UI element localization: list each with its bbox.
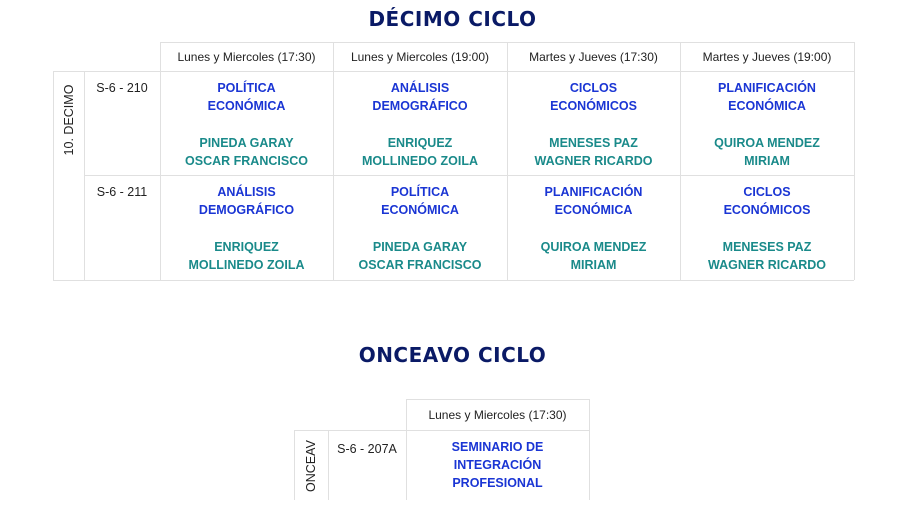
teacher-name: MENESES PAZ WAGNER RICARDO xyxy=(534,136,653,168)
grid-line xyxy=(294,430,295,500)
teacher-name: ENRIQUEZ MOLLINEDO ZOILA xyxy=(188,240,305,272)
subject-name: CICLOS ECONÓMICOS xyxy=(723,185,811,217)
schedule-header: Martes y Jueves (19:00) xyxy=(702,49,832,64)
subject-name: POLÍTICA ECONÓMICA xyxy=(207,81,286,113)
course-cell xyxy=(507,175,680,274)
course-cell xyxy=(507,71,680,170)
course-cell xyxy=(333,71,507,170)
schedule-header: Lunes y Miercoles (19:00) xyxy=(350,49,490,64)
grid-line xyxy=(589,399,590,500)
decimo-title: DÉCIMO CICLO xyxy=(368,7,537,31)
room-label: S-6 - 207A xyxy=(337,442,397,456)
teacher-name: MENESES PAZ WAGNER RICARDO xyxy=(707,240,827,272)
grid-line xyxy=(53,280,854,281)
room-label: S-6 - 210 xyxy=(96,81,148,95)
teacher-name: QUIROA MENDEZ MIRIAM xyxy=(714,136,820,168)
course-cell xyxy=(160,71,333,170)
subject-name: ANÁLISIS DEMOGRÁFICO xyxy=(198,185,295,217)
subject-name: POLÍTICA ECONÓMICA xyxy=(381,185,459,217)
teacher-name: ENRIQUEZ MOLLINEDO ZOILA xyxy=(362,136,478,168)
grid-line xyxy=(328,430,329,500)
course-cell xyxy=(680,175,854,274)
schedule-header: Lunes y Miercoles (17:30) xyxy=(428,407,567,422)
room-label: S-6 - 211 xyxy=(96,185,148,199)
subject-name: ANÁLISIS DEMOGRÁFICO xyxy=(372,81,468,113)
teacher-name: QUIROA MENDEZ MIRIAM xyxy=(540,240,647,272)
grid-line xyxy=(854,42,855,280)
onceavo-title: ONCEAVO CICLO xyxy=(358,343,547,367)
course-cell xyxy=(406,430,589,492)
level-label: 10. DECIMO xyxy=(62,84,76,156)
subject-name: CICLOS ECONÓMICOS xyxy=(550,81,637,113)
teacher-name: PINEDA GARAY OSCAR FRANCISCO xyxy=(358,240,482,272)
grid-line xyxy=(53,71,54,280)
subject-name: PLANIFICACIÓN ECONÓMICA xyxy=(544,185,643,217)
schedule-header: Lunes y Miercoles (17:30) xyxy=(177,49,316,64)
subject-name: PLANIFICACIÓN ECONÓMICA xyxy=(718,81,816,113)
subject-name: SEMINARIO DE INTEGRACIÓN PROFESIONAL xyxy=(451,440,544,490)
schedule-header: Martes y Jueves (17:30) xyxy=(529,49,658,64)
course-cell xyxy=(333,175,507,274)
teacher-name: PINEDA GARAY OSCAR FRANCISCO xyxy=(185,136,308,168)
course-cell xyxy=(680,71,854,170)
course-cell xyxy=(160,175,333,274)
level-label: ONCEAV xyxy=(304,440,318,492)
